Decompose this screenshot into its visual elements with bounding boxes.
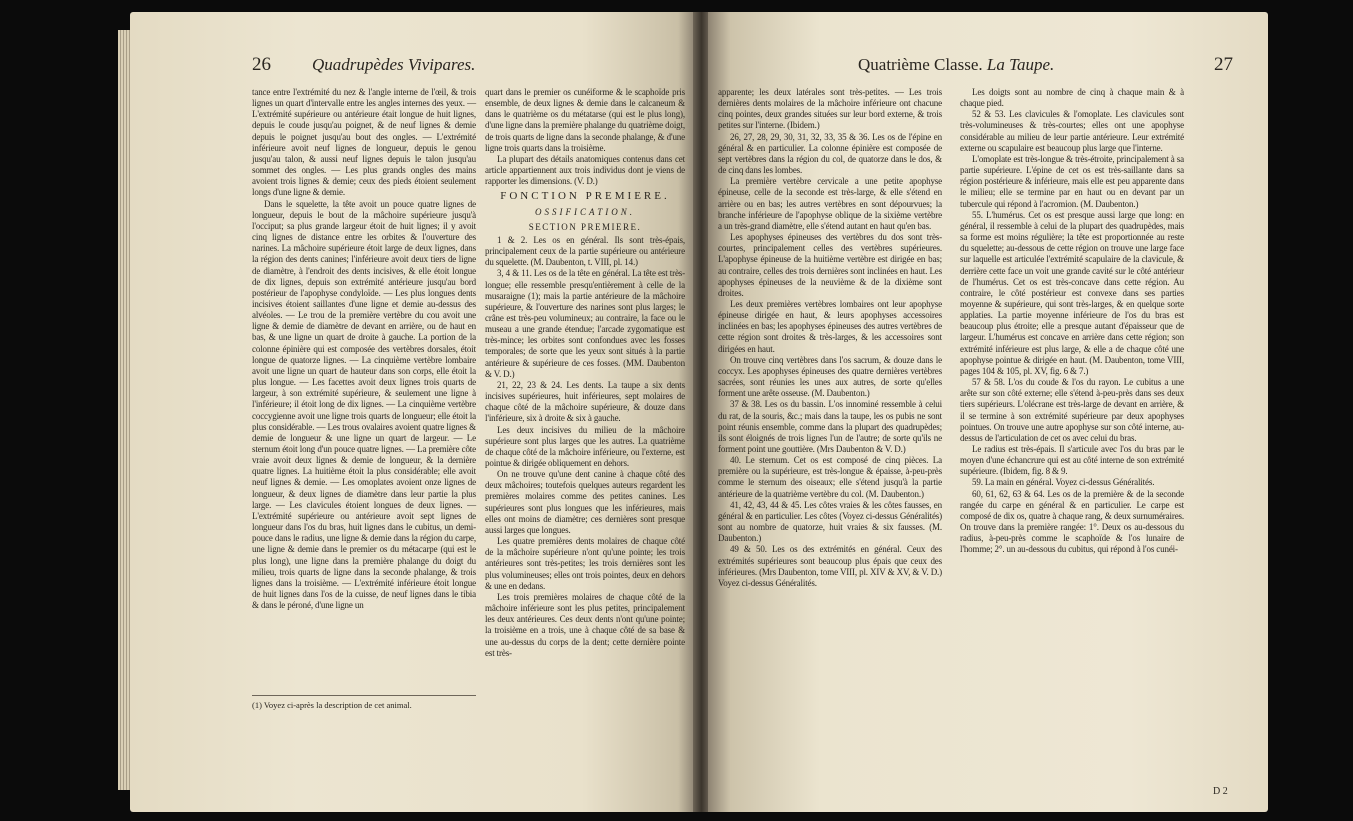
left-page-number: 26 — [252, 54, 271, 75]
paragraph: quart dans le premier os cunéiforme & le scaphoïde pris ensemble, de deux lignes & demie dans le calcaneum & dans le quatrième os du métatarse (qui est le plus long), d'une ligne dans la première phalange du quatrième doigt, de trois quarts de ligne dans la seconde phalange, & d'une ligne trois quarts dans la troisième. — [485, 87, 685, 153]
paragraph: Les deux incisives du milieu de la mâchoire supérieure sont plus larges que les autres. La quatrième de chaque côté de la mâchoire inférieure, ou l'externe, est pointue & dirigée obliquement en dehors. — [485, 424, 685, 468]
paragraph: On ne trouve qu'une dent canine à chaque côté des deux mâchoires; toutefois quelques auteurs regardent les premières molaires comme des petites canines. Les supérieures sont plus longues que les inférieures, mais elles ont moins de diamètre; ces dernières sont presque aussi larges que longues. — [485, 469, 685, 535]
paragraph: On trouve cinq vertèbres dans l'os sacrum, & douze dans le coccyx. Les apophyses épineuses des quatre dernières vertèbres sacrées, sont réunies les unes aux autres, de sorte qu'elles forment une arête osseuse. (M. Daubenton.) — [718, 354, 942, 399]
paragraph: L'omoplate est très-longue & très-étroite, principalement à sa partie supérieure. L'épine de cet os est très-saillante dans sa région postérieure & inférieure, mais elle est peu apparente dans le milieu; elle se termine par en haut ou en devant par un tubercule qui répond à l'acromion. (M. Daubenton.) — [960, 153, 1184, 209]
paragraph: La première vertèbre cervicale a une petite apophyse épineuse, celle de la seconde est très-large, & elle s'étend en arrière ou en bas; les autres vertèbres en sont dépourvues; la branche inférieure de l'apophyse oblique de la sixième vertèbre a un très-grand diamètre, elle s'étend autant en haut qu'en bas. — [718, 176, 942, 231]
paragraph: apparente; les deux latérales sont très-petites. — Les trois dernières dents molaires de la mâchoire inférieure ont chacune cinq pointes, deux grandes situées sur leur bord externe, & trois petites sur l'interne. (Ibidem.) — [718, 87, 942, 131]
paragraph: 3, 4 & 11. Les os de la tête en général. La tête est très-longue; elle ressemble presqu'entièrement à celle de la musaraigne (1); mais la partie antérieure de la mâchoire supérieure, & l'ouverture des narines sont plus larges; le crâne est très-peu volumineux; au contraire, la face ou le museau a une grande étendue; l'arcade zygomatique est très-mince; les orbites sont confondues avec les fosses temporales; de sorte que les yeux sont situés à la partie antérieure & supérieure de ces fosses. (MM. Daubenton & V. D.) — [485, 268, 685, 379]
paragraph: Le radius est très-épais. Il s'articule avec l'os du bras par le moyen d'une échancrure qui est au côté interne de son extrémité supérieure. (Ibidem, fig. 8 & 9. — [960, 444, 1184, 477]
running-title-class: Quatrième Classe. — [858, 55, 983, 74]
left-running-title: Quadrupèdes Vivipares. — [312, 55, 476, 74]
right-running-title — [858, 55, 1054, 75]
subsection-title: OSSIFICATION. — [535, 206, 635, 217]
paragraph: Les deux premières vertèbres lombaires ont leur apophyse épineuse dirigée en haut, & leurs apophyses accessoires inclinées en bas; les apophyses épineuses des autres vertèbres de cette région sont droites & très-larges, & les accessoires sont dirigées en haut. — [718, 298, 942, 354]
left-column-2 — [485, 87, 685, 659]
right-page — [708, 12, 1268, 812]
paragraph: 1 & 2. Les os en général. Ils sont très-épais, principalement ceux de la partie supérieure ou antérieure du squelette. (M. Daubenton, t. VIII, pl. 14.) — [485, 234, 685, 268]
paragraph: Les doigts sont au nombre de cinq à chaque main & à chaque pied. — [960, 87, 1184, 109]
paragraph: tance entre l'extrémité du nez & l'angle interne de l'œil, & trois lignes un quart d'intervalle entre les angles internes des yeux. — L'extrémité supérieure ou antérieure était longue de huit lignes, depuis le coude jusqu'au poignet, & de neuf lignes & demie depuis le poignet jusqu'au bout des ongles. — L'extrémité inférieure avoit neuf lignes de longueur, depuis le genou jusqu'au talon, & aussi neuf lignes depuis le talon jusqu'au sommet des ongles. — Les plus grands ongles des mains avoient trois lignes & demie; ceux des pieds étoient seulement longs d'une ligne & demie. — [252, 87, 476, 198]
paragraph: 41, 42, 43, 44 & 45. Les côtes vraies & les côtes fausses, en général & en particulier. Les côtes (Voyez ci-dessus Généralités) sont au nombre de quatorze, huit vraies & six fausses. (M. Daubenton.) — [718, 499, 942, 544]
right-column-1 — [718, 87, 942, 589]
paragraph: Les trois premières molaires de chaque côté de la mâchoire inférieure sont les plus petites, principalement les deux antérieures. Ces deux dents n'ont qu'une pointe; la troisième en a trois, une à chaque côté de sa base & une au-dessus du corps de la dent; cette dernière pointe est très- — [485, 591, 685, 658]
right-column-2 — [960, 87, 1184, 556]
paragraph: La plupart des détails anatomiques contenus dans cet article appartiennent aux trois individus dont je viens de rapporter les dimensions. (V. D.) — [485, 153, 685, 187]
right-running-head — [858, 54, 1258, 80]
signature-mark: D 2 — [1213, 786, 1228, 797]
paragraph: 52 & 53. Les clavicules & l'omoplate. Les clavicules sont très-volumineuses & très-courtes; elles ont une apophyse considérable au milieu de leur partie antérieure. Leur extrémité externe ou scapulaire est beaucoup plus large que l'interne. — [960, 109, 1184, 153]
paragraph: 57 & 58. L'os du coude & l'os du rayon. Le cubitus a une arête sur son côté externe; elle s'étend à-peu-près dans ses deux tiers supérieurs. L'olécrane est très-large de devant en arrière, & il se termine à son extrémité supérieure par deux apophyses pointues. On trouve une autre apophyse sur son côté interne, au-dessus de l'articulation de cet os avec celui du bras. — [960, 377, 1184, 443]
paragraph: 26, 27, 28, 29, 30, 31, 32, 33, 35 & 36. Les os de l'épine en général & en particulier. La colonne épinière est composée de sept vertèbres dans la région du col, de quatorze dans le dos, & de cinq dans les lombes. — [718, 131, 942, 176]
section-title: FONCTION PREMIERE. — [500, 190, 670, 203]
footnote: (1) Voyez ci-après la description de cet animal. — [252, 700, 412, 710]
paragraph: 21, 22, 23 & 24. Les dents. La taupe a six dents incisives supérieures, huit inférieures, sept molaires de chaque côté de la mâchoire supérieure, & douze dans l'inférieure, six à droite & six à gauche. — [485, 379, 685, 424]
left-page — [130, 12, 695, 812]
running-title-animal: La Taupe. — [986, 55, 1055, 74]
paragraph: 37 & 38. Les os du bassin. L'os innominé ressemble à celui du rat, de la souris, &c.; mais dans la taupe, les os pubis ne sont point réunis ensemble, comme dans la plupart des quadrupèdes; ils sont éloignés de trois lignes l'un de l'autre; de sorte qu'ils ne forment point une gouttière. (Mrs Daubenton & V. D.) — [718, 399, 942, 454]
section-label: SECTION PREMIERE. — [528, 221, 642, 232]
paragraph: 60, 61, 62, 63 & 64. Les os de la première & de la seconde rangée du carpe en général & en particulier. Le carpe est composé de dix os, quatre à chaque rang, & deux surnuméraires. On trouve dans la première rangée: 1°. Deux os au-dessous du radius, à-peu-près comme le scaphoïde & l'os lunaire de l'homme; 2°. un au-dessous du cubitus, qui répond à l'os cunéi- — [960, 488, 1184, 555]
paragraph: Dans le squelette, la tête avoit un pouce quatre lignes de longueur, depuis le bout de la mâchoire supérieure jusqu'à l'occiput; sa plus grande largeur étoit de huit lignes; il y avoit cinq lignes de distance entre les orbites & l'ouverture des narines. La mâchoire supérieure étoit large de deux lignes, dans la région des dents canines; l'inférieure avoit deux tiers de ligne de diamètre, à l'endroit des dents incisives, & elle étoit longue de dix lignes, depuis son extrémité antérieure jusqu'au bord postérieur de l'apophyse condyloïde. — Les plus longues dents incisives étoient saillantes d'une ligne et demie au-dessus des alvéoles. — Le trou de la première vertèbre du cou avoit une ligne & demie de diamètre de devant en arrière, ou de haut en bas, & une ligne un quart de droite à gauche. La portion de la colonne épinière qui est composée des vertèbres dorsales, étoit longue de quatorze lignes. — La cinquième vertèbre lombaire avoit une ligne un quart de hauteur dans son corps, elle étoit la plus longue. — Les facettes avoit deux lignes trois quarts de largeur, à son extrémité supérieure, & seulement une ligne à l'inférieure; il étoit long de dix lignes. — La cinquième vertèbre coccygienne avoit une ligne trois quarts de longueur; elle étoit la plus considérable. — Les trous ovalaires avoient quatre lignes & demie de longueur & une ligne un quart de largeur. — Le sternum étoit long d'un pouce quatre lignes. — La première côte vraie avoit deux lignes & demie de longueur, & la dernière quatre lignes. La huitième étoit la plus considérable; elle avoit neuf lignes & demie. — Les omoplates avoient onze lignes de longueur, & deux lignes de diamètre dans leur partie la plus large. — Les clavicules étoient longues de deux lignes. — L'extrémité supérieure ou antérieure avoit sept lignes de longueur dans l'os du bras, huit lignes dans le cubitus, un demi-pouce dans le radius, une ligne & demie dans la région du carpe, une ligne & demie dans le premier os du métacarpe (qui est le plus long), une ligne dans la première phalange du doigt du milieu, trois quarts de ligne dans la seconde phalange, & trois lignes dans la troisième. — L'extrémité inférieure étoit longue de huit lignes dans l'os de la cuisse, de neuf lignes dans le tibia & dans le péroné, d'une ligne un — [252, 198, 476, 611]
footnote-rule — [252, 695, 476, 696]
paragraph: 55. L'humérus. Cet os est presque aussi large que long: en général, il ressemble à celui de la plupart des quadrupèdes, mais sa forme est moins régulière; la tête est proportionnée au reste du squelette; au-dessous de cette région on trouve une large face sur laquelle est articulée l'extrémité scapulaire de la clavicule, & derrière cette face un voit une grande cavité sur le côté antérieur de l'humérus. Cet os est très-concave dans cette région. Au contraire, le côté postérieur est convexe dans ses parties moyenne & supérieure, qui sont très-larges, & en quelque sorte applaties. La partie moyenne inférieure de l'os du bras est beaucoup plus étroite; elle a presque autant d'épaisseur que de largeur. L'humérus est concave en arrière dans cette région; son extrémité inférieure est plus large, & elle a de chaque côté une apophyse pointue & dirigée en haut. (M. Daubenton, tome VIII, pages 104 & 105, pl. XV, fig. 6 & 7.) — [960, 209, 1184, 376]
paragraph: Les apophyses épineuses des vertèbres du dos sont très-courtes, principalement celles des vertèbres supérieures. L'apophyse épineuse de la huitième vertèbre est dirigée en bas; au contraire, celles des trois dernières sont inclinées en haut. Les apophyses épineuses de la neuvième & de la dixième sont droites. — [718, 232, 942, 298]
paragraph: 49 & 50. Les os des extrémités en général. Ceux des extrémités supérieures sont beaucoup plus épais que ceux des inférieures. (Mrs Daubenton, tome VIII, pl. XIV & XV, & V. D.) Voyez ci-dessus Généralités. — [718, 544, 942, 588]
left-running-head — [252, 54, 652, 80]
left-column-1 — [252, 87, 476, 611]
paragraph: 59. La main en général. Voyez ci-dessus Généralités. — [972, 477, 1155, 488]
paragraph: 40. Le sternum. Cet os est composé de cinq pièces. La première ou la supérieure, est très-longue & épaisse, à-peu-près comme le sternum des oiseaux; elle s'étend jusqu'à la partie antérieure de la quatrième vertèbre du col. (M. Daubenton.) — [718, 455, 942, 499]
right-page-number: 27 — [1214, 54, 1233, 75]
paragraph: Les quatre premières dents molaires de chaque côté de la mâchoire supérieure n'ont qu'une pointe; les trois antérieures sont très-petites; les trois dernières sont les plus volumineuses; elles ont trois pointes, deux en dehors & une en dedans. — [485, 536, 685, 591]
